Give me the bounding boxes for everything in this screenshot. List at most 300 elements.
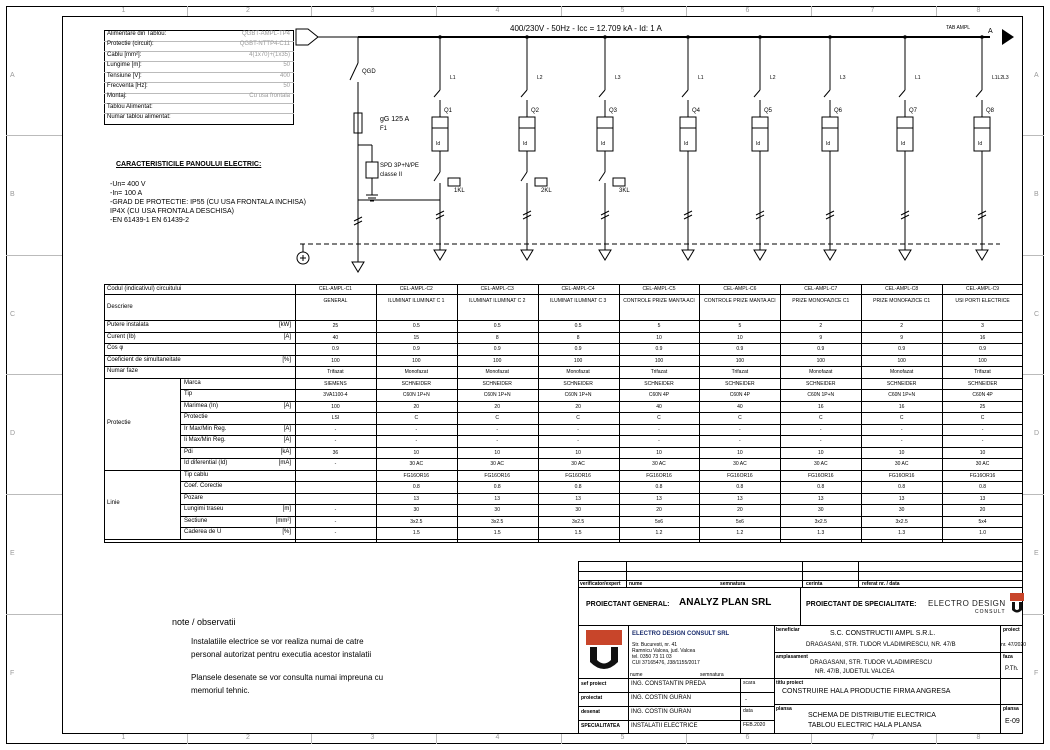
prop-label: Tensiune [V]:: [107, 72, 142, 79]
row-value: 16: [979, 334, 986, 341]
row-marker-left: F: [10, 670, 15, 677]
row-unit: [A]: [283, 425, 291, 432]
row-marker-left: D: [10, 430, 16, 437]
row-tick: [1023, 614, 1044, 615]
row-value: SCHNEIDER: [725, 380, 755, 387]
circuit-code: CEL-AMPL-C9: [966, 286, 1000, 292]
row-label: Caderea de U: [184, 529, 222, 535]
row-value: 30 AC: [571, 461, 585, 467]
gp-label: PROIECTANT GENERAL:: [586, 601, 670, 608]
row-value: Trifazat: [327, 369, 344, 375]
row-value: 13: [979, 495, 986, 502]
junction: [903, 35, 907, 39]
circuit-desc: CONTROLE PRIZE MANTA ACI: [704, 298, 776, 304]
row-label: Coeficient de simultaneitate: [107, 356, 181, 363]
table-row-line: [104, 378, 1023, 379]
circuit-desc: PRIZE MONOFAZICE C1: [792, 298, 850, 304]
row-value: 0.9: [979, 346, 987, 352]
tab-label: TAB AMPL: [946, 25, 971, 31]
row-value: C60N 1P+N: [564, 392, 592, 398]
row-unit: [kA]: [280, 448, 291, 455]
row-value: 100: [331, 403, 340, 410]
row-label: Pdi: [184, 448, 193, 455]
junction: [438, 35, 442, 39]
row-value: 3x2.5: [571, 518, 585, 525]
breaker-contact: [754, 90, 760, 97]
row-value: 30 AC: [975, 461, 990, 467]
row-value: 30 AC: [652, 461, 666, 467]
row-label: Cos φ: [107, 345, 124, 351]
row-value: -: [415, 438, 418, 444]
outgoing-arrow: [754, 250, 766, 260]
row-marker-left: C: [10, 310, 16, 318]
row-value: 3x2.5: [895, 518, 908, 525]
row-value: 100: [816, 357, 825, 364]
tb-name: ING. CONSTANTIN PREDA: [631, 681, 706, 687]
breaker-mark: Id: [601, 141, 606, 147]
table-row-line: [104, 332, 1023, 333]
circuit-code: CEL-AMPL-C6: [723, 286, 757, 292]
row-label: Curent (Ib): [107, 333, 136, 340]
row-label: Ir Max/Min Reg.: [184, 425, 227, 432]
row-value: 0.8: [574, 484, 582, 490]
row-value: -: [334, 426, 337, 433]
row-value: 0.5: [412, 323, 420, 329]
tb-role: desenat: [581, 709, 600, 715]
breaker-label: Q7: [909, 108, 918, 114]
row-value: C60N 1P+N: [402, 392, 430, 398]
row-marker-left: E: [10, 550, 15, 557]
tb-role: SPECIALITATEA: [581, 723, 620, 729]
row-value: -: [577, 426, 579, 433]
breaker-label: Q1: [444, 108, 453, 114]
row-value: 0.5: [493, 323, 501, 329]
circuit-code: CEL-AMPL-C1: [318, 286, 352, 292]
panel-line: -In= 100 A: [110, 190, 143, 197]
circuit-desc: ILUMINAT ILUMINAT C 2: [469, 298, 526, 304]
row-value: 15: [413, 334, 420, 341]
col-marker-bottom: 2: [246, 734, 250, 741]
circuit-desc: PRIZE MONOFAZICE C1: [873, 298, 931, 304]
prop-value: 4(1x70)+(1x35): [249, 51, 290, 58]
row-value: SCHNEIDER: [886, 380, 917, 387]
row-value: FG16OR16: [969, 472, 996, 479]
tb-name: ING. COSTIN GURAN: [631, 709, 692, 715]
row-value: -: [819, 426, 822, 433]
circuit-desc: USI PORTI ELECTRICE: [955, 298, 1010, 304]
plan-no: E-09: [1005, 718, 1020, 725]
junction: [758, 35, 762, 39]
row-marker-left: A: [10, 71, 15, 79]
breaker-label: Q5: [764, 108, 773, 114]
col-tick: [187, 734, 188, 744]
row-value: 13: [656, 495, 662, 502]
row-value: -: [334, 438, 337, 444]
row-value: FG16OR16: [403, 472, 430, 479]
benef-value: S.C. CONSTRUCTII AMPL S.R.L.: [830, 630, 936, 637]
spd: [366, 162, 378, 178]
sp-label: PROIECTANT DE SPECIALITATE:: [806, 601, 917, 608]
bus-end-label: A: [988, 28, 993, 35]
prop-label: Numar tablou alimentat:: [107, 114, 171, 121]
row-value: 13: [413, 495, 420, 502]
prop-label: Protectie (circuit):: [107, 41, 154, 48]
row-value: C: [495, 415, 500, 421]
circuit-code: CEL-AMPL-C4: [561, 286, 595, 292]
row-value: 30: [494, 507, 500, 513]
row-value: 9: [819, 334, 823, 341]
row-value: C: [657, 415, 661, 421]
prop-value: 400: [279, 72, 290, 79]
tb-role: sef proiect: [581, 681, 607, 687]
row-value: 100: [654, 357, 664, 364]
col-marker-top: 4: [495, 7, 500, 14]
company-line-2: Ramnicu Valcea, jud. Valcea: [632, 648, 696, 654]
breaker-contact: [521, 90, 527, 97]
row-value: 0.8: [979, 484, 987, 490]
address-value: DRAGASANI, STR. TUDOR VLADIMIRESCU, NR. 47/B: [806, 642, 956, 648]
prop-value: QGBT-NTTP4-C11: [239, 41, 290, 48]
row-value: 100: [412, 357, 421, 364]
circuit-desc: ILUMINAT ILUMINAT C 3: [549, 298, 607, 304]
row-value: 5x6: [654, 518, 664, 525]
row-value: 30: [817, 507, 824, 513]
date-label: data: [743, 708, 753, 714]
row-value: 30 AC: [813, 461, 828, 467]
row-value: C60N 4P: [729, 392, 751, 398]
row-value: 1.3: [817, 530, 825, 536]
row-value: -: [334, 461, 337, 467]
row-value: 1.3: [898, 530, 906, 536]
row-value: C: [414, 415, 419, 421]
row-marker-right: C: [1034, 310, 1040, 318]
row-value: 20: [737, 507, 743, 513]
row-value: 30 AC: [409, 461, 424, 467]
outgoing-arrow: [352, 262, 364, 272]
table-row-line: [104, 320, 1023, 321]
contactor: [521, 172, 527, 181]
name-label: nume: [629, 581, 643, 587]
contactor-label: 1KL: [454, 188, 465, 194]
prop-value: 50: [283, 62, 290, 69]
circuit-code: CEL-AMPL-C3: [480, 286, 514, 292]
col-tick: [561, 734, 562, 744]
row-value: C: [818, 415, 823, 421]
panel-title: CARACTERISTICILE PANOULUI ELECTRIC:: [116, 161, 262, 168]
row-value: 100: [331, 357, 340, 364]
row-value: SCHNEIDER: [967, 380, 998, 387]
outgoing-arrow: [521, 250, 533, 260]
row-value: 100: [735, 357, 745, 364]
row-value: 0.5: [574, 323, 582, 329]
circuit-code: CEL-AMPL-C8: [885, 286, 919, 292]
row-marker-right: B: [1034, 191, 1039, 198]
row-value: Monofazat: [485, 369, 509, 375]
row-value: -: [739, 438, 741, 444]
breaker-label: Q6: [834, 108, 843, 114]
row-value: 0.9: [412, 346, 420, 352]
notes-p2-l2: memoriul tehnic.: [191, 686, 250, 695]
bus-end-arrow: [1002, 29, 1014, 45]
row-value: 0.9: [331, 346, 339, 352]
company-line-1: Str. Bucuresti, nr. 41: [632, 642, 678, 648]
row-value: 13: [817, 495, 824, 502]
circuit-desc: ILUMINAT ILUMINAT C 1: [388, 298, 445, 304]
spd-label: SPD 3P+N/PE: [380, 163, 419, 169]
junction: [603, 35, 607, 39]
col-marker-bottom: 5: [620, 734, 625, 741]
panel-line: -EN 61439-1 EN 61439-2: [110, 217, 189, 224]
row-value: SCHNEIDER: [563, 380, 593, 387]
main-switch-label: QGD: [362, 69, 376, 75]
outgoing-arrow: [434, 250, 446, 260]
row-value: 0.8: [655, 484, 663, 490]
row-value: FG16OR16: [565, 472, 591, 479]
row-value: 36: [332, 449, 339, 456]
row-value: Monofazat: [809, 369, 833, 375]
row-value: 30: [413, 507, 420, 513]
junction: [686, 35, 690, 39]
row-marker-right: A: [1034, 71, 1039, 79]
row-value: 10: [656, 449, 662, 456]
scale-label: scara: [743, 680, 756, 686]
row-value: 30: [575, 507, 581, 513]
row-label: Tip cablu: [184, 471, 209, 478]
col-marker-bottom: 7: [870, 734, 875, 741]
row-value: LSI: [331, 415, 340, 421]
row-value: 1.2: [736, 530, 744, 536]
row-marker-left: B: [10, 191, 15, 198]
tb-name: ING. COSTIN GURAN: [631, 695, 692, 701]
row-value: Trifazat: [974, 369, 991, 375]
row-value: -: [900, 438, 903, 444]
table-row-line: [180, 389, 1023, 390]
row-value: 20: [656, 507, 662, 513]
panel-line: -Un= 400 V: [110, 181, 146, 188]
row-value: 2: [819, 323, 823, 329]
row-value: 30: [898, 507, 905, 513]
row-label: Ii Max/Min Reg.: [184, 437, 226, 443]
table-row-line: [104, 470, 1023, 471]
row-tick: [6, 374, 62, 375]
row-value: 3VA1100-4: [323, 392, 348, 398]
row-value: 1.5: [412, 530, 420, 536]
row-value: 8: [576, 334, 580, 341]
tb-sign-label-2: semnatura: [700, 672, 724, 678]
row-label: Marimea (In): [184, 402, 219, 409]
row-value: -: [496, 438, 499, 444]
row-value: Trifazat: [731, 369, 749, 375]
row-value: C: [899, 415, 904, 421]
table-desc-label: Descriere: [107, 304, 133, 310]
row-value: -: [658, 438, 660, 444]
row-value: 0.8: [817, 484, 825, 490]
col-marker-bottom: 4: [495, 734, 500, 741]
col-marker-top: 8: [976, 7, 981, 14]
col-tick: [936, 734, 937, 744]
circuit-code: CEL-AMPL-C5: [642, 286, 676, 292]
row-value: 10: [494, 449, 500, 456]
row-marker-right: E: [1034, 550, 1039, 557]
row-value: 100: [978, 357, 987, 364]
row-value: C: [576, 415, 580, 421]
phase-tag: L1: [698, 75, 704, 81]
row-value: 0.9: [493, 346, 501, 352]
table-row-line: [180, 458, 1023, 459]
row-value: 100: [897, 357, 906, 364]
row-value: 1.0: [979, 530, 987, 536]
prop-label: Cablu [mm²]:: [107, 51, 142, 58]
row-value: FG16OR16: [484, 472, 510, 479]
row-value: 0.9: [736, 346, 744, 352]
row-value: 10: [656, 334, 662, 341]
row-value: SIEMENS: [324, 380, 347, 387]
row-value: 5: [738, 323, 742, 329]
row-value: 20: [494, 403, 500, 410]
table-row-line: [104, 366, 1023, 367]
empl-label: amplasament: [776, 654, 808, 660]
row-value: 30 AC: [490, 461, 505, 467]
col-tick: [686, 734, 687, 744]
phase-tag: L2: [770, 75, 776, 81]
company-line-4: CUI 37165476, J38/1155/2017: [632, 660, 700, 666]
phase-value: P.Th.: [1005, 666, 1019, 672]
row-value: SCHNEIDER: [806, 380, 836, 387]
row-value: 10: [737, 334, 743, 341]
gp-name: ANALYZ PLAN SRL: [679, 597, 772, 608]
notes-p1-l2: personal autorizat pentru executia acestor instalatii: [191, 650, 372, 659]
row-value: 40: [332, 334, 339, 341]
prop-label: Montaj:: [107, 93, 127, 100]
row-value: 3x2.5: [491, 518, 504, 525]
row-unit: [%]: [282, 529, 291, 535]
breaker-mark: Id: [684, 141, 689, 147]
row-value: 13: [898, 495, 905, 502]
row-value: Trifazat: [650, 369, 668, 375]
row-value: 10: [575, 449, 581, 456]
outgoing-arrow: [899, 250, 911, 260]
row-value: 16: [817, 403, 824, 410]
row-value: -: [981, 438, 984, 444]
phase-tag: L3: [840, 75, 846, 81]
col-marker-top: 3: [370, 7, 375, 14]
row-value: C60N 1P+N: [888, 392, 916, 398]
row-value: 10: [898, 449, 905, 456]
row-value: C60N 4P: [648, 392, 670, 398]
breaker-label: Q2: [531, 108, 540, 114]
ref-label: referat nr. / data: [862, 581, 900, 587]
breaker-label: Q8: [986, 108, 995, 114]
prop-value: QGBT-AMPL-TP4: [241, 31, 290, 37]
row-value: C: [980, 415, 985, 421]
row-value: SCHNEIDER: [482, 380, 512, 387]
outgoing-arrow: [976, 250, 988, 260]
row-value: FG16OR16: [727, 472, 753, 479]
empl-value: DRAGASANI, STR. TUDOR VLADIMIRESCU: [810, 660, 932, 666]
main-switch: [350, 63, 358, 80]
row-value: 30 AC: [894, 461, 909, 467]
table-row-line: [180, 424, 1023, 425]
prop-label: Frecventa [Hz]:: [107, 83, 148, 89]
row-value: 1.5: [574, 530, 582, 536]
sign-label: semnatura: [720, 581, 746, 587]
tb-name: INSTALATII ELECTRICE: [631, 723, 698, 729]
row-value: 5x6: [735, 518, 744, 525]
phase-tag: L1L2L3: [992, 75, 1009, 81]
row-value: 0.8: [493, 484, 501, 490]
row-value: C60N 1P+N: [807, 392, 835, 398]
col-marker-top: 2: [246, 7, 250, 14]
row-unit: [m]: [282, 506, 291, 512]
project-label: proiect: [1003, 627, 1020, 633]
row-label: Tip: [184, 391, 193, 397]
row-value: 0.9: [655, 346, 663, 352]
breaker-mark: Id: [523, 141, 528, 147]
row-value: 20: [979, 507, 986, 513]
row-value: 1.2: [655, 530, 663, 536]
row-value: 9: [900, 334, 904, 341]
busbar-label: 400/230V - 50Hz - Icc = 12.709 kA - Id: 1 A: [510, 24, 662, 33]
prop-label: Lungime [m]:: [107, 62, 142, 69]
row-value: 5x4: [978, 518, 987, 525]
notes-title: note / observatii: [172, 617, 236, 627]
breaker-contact: [599, 90, 605, 97]
project-no: nr. 47/2020: [1001, 642, 1027, 648]
row-value: -: [496, 426, 499, 433]
tb-role: proiectat: [581, 695, 603, 701]
company-logo: [586, 630, 622, 674]
verif-label: verificator/expert: [580, 581, 621, 587]
row-value: 0.8: [412, 484, 420, 490]
row-value: 10: [737, 449, 743, 456]
row-value: Monofazat: [566, 369, 590, 375]
row-value: -: [739, 426, 741, 433]
contactor-coil: [448, 178, 460, 186]
row-value: 10: [413, 449, 420, 456]
row-value: 0.9: [898, 346, 906, 352]
circuit-desc: CONTROLE PRIZE MANTA ACI: [623, 298, 695, 304]
col-marker-bottom: 1: [121, 734, 126, 741]
row-value: Monofazat: [404, 369, 428, 375]
row-unit: [A]: [283, 333, 291, 340]
phase-label: faza: [1003, 654, 1013, 660]
tb-name-label-2: nume: [630, 672, 643, 678]
row-value: 40: [656, 403, 662, 410]
breaker-contact: [899, 90, 905, 97]
row-label: Protectie: [184, 414, 208, 420]
contactor: [599, 172, 605, 181]
phase-tag: L3: [615, 75, 621, 81]
row-marker-right: F: [1034, 670, 1039, 677]
row-value: 20: [413, 403, 420, 410]
col-tick: [811, 734, 812, 744]
row-value: FG16OR16: [888, 472, 915, 479]
table-row-line: [104, 294, 1023, 295]
row-label: Marca: [184, 379, 201, 386]
title-label: titlu proiect: [776, 680, 804, 686]
contactor-label: 2KL: [541, 188, 552, 194]
row-value: 0.9: [817, 346, 825, 352]
row-value: 100: [573, 357, 583, 364]
fuse-tag: F1: [380, 126, 388, 132]
col-marker-top: 6: [745, 7, 750, 14]
row-value: 5: [657, 323, 661, 329]
row-value: -: [334, 518, 337, 525]
table-row-line: [180, 504, 1023, 505]
row-value: 13: [737, 495, 743, 502]
table-row-line: [104, 539, 1023, 540]
breaker-mark: Id: [756, 141, 761, 147]
